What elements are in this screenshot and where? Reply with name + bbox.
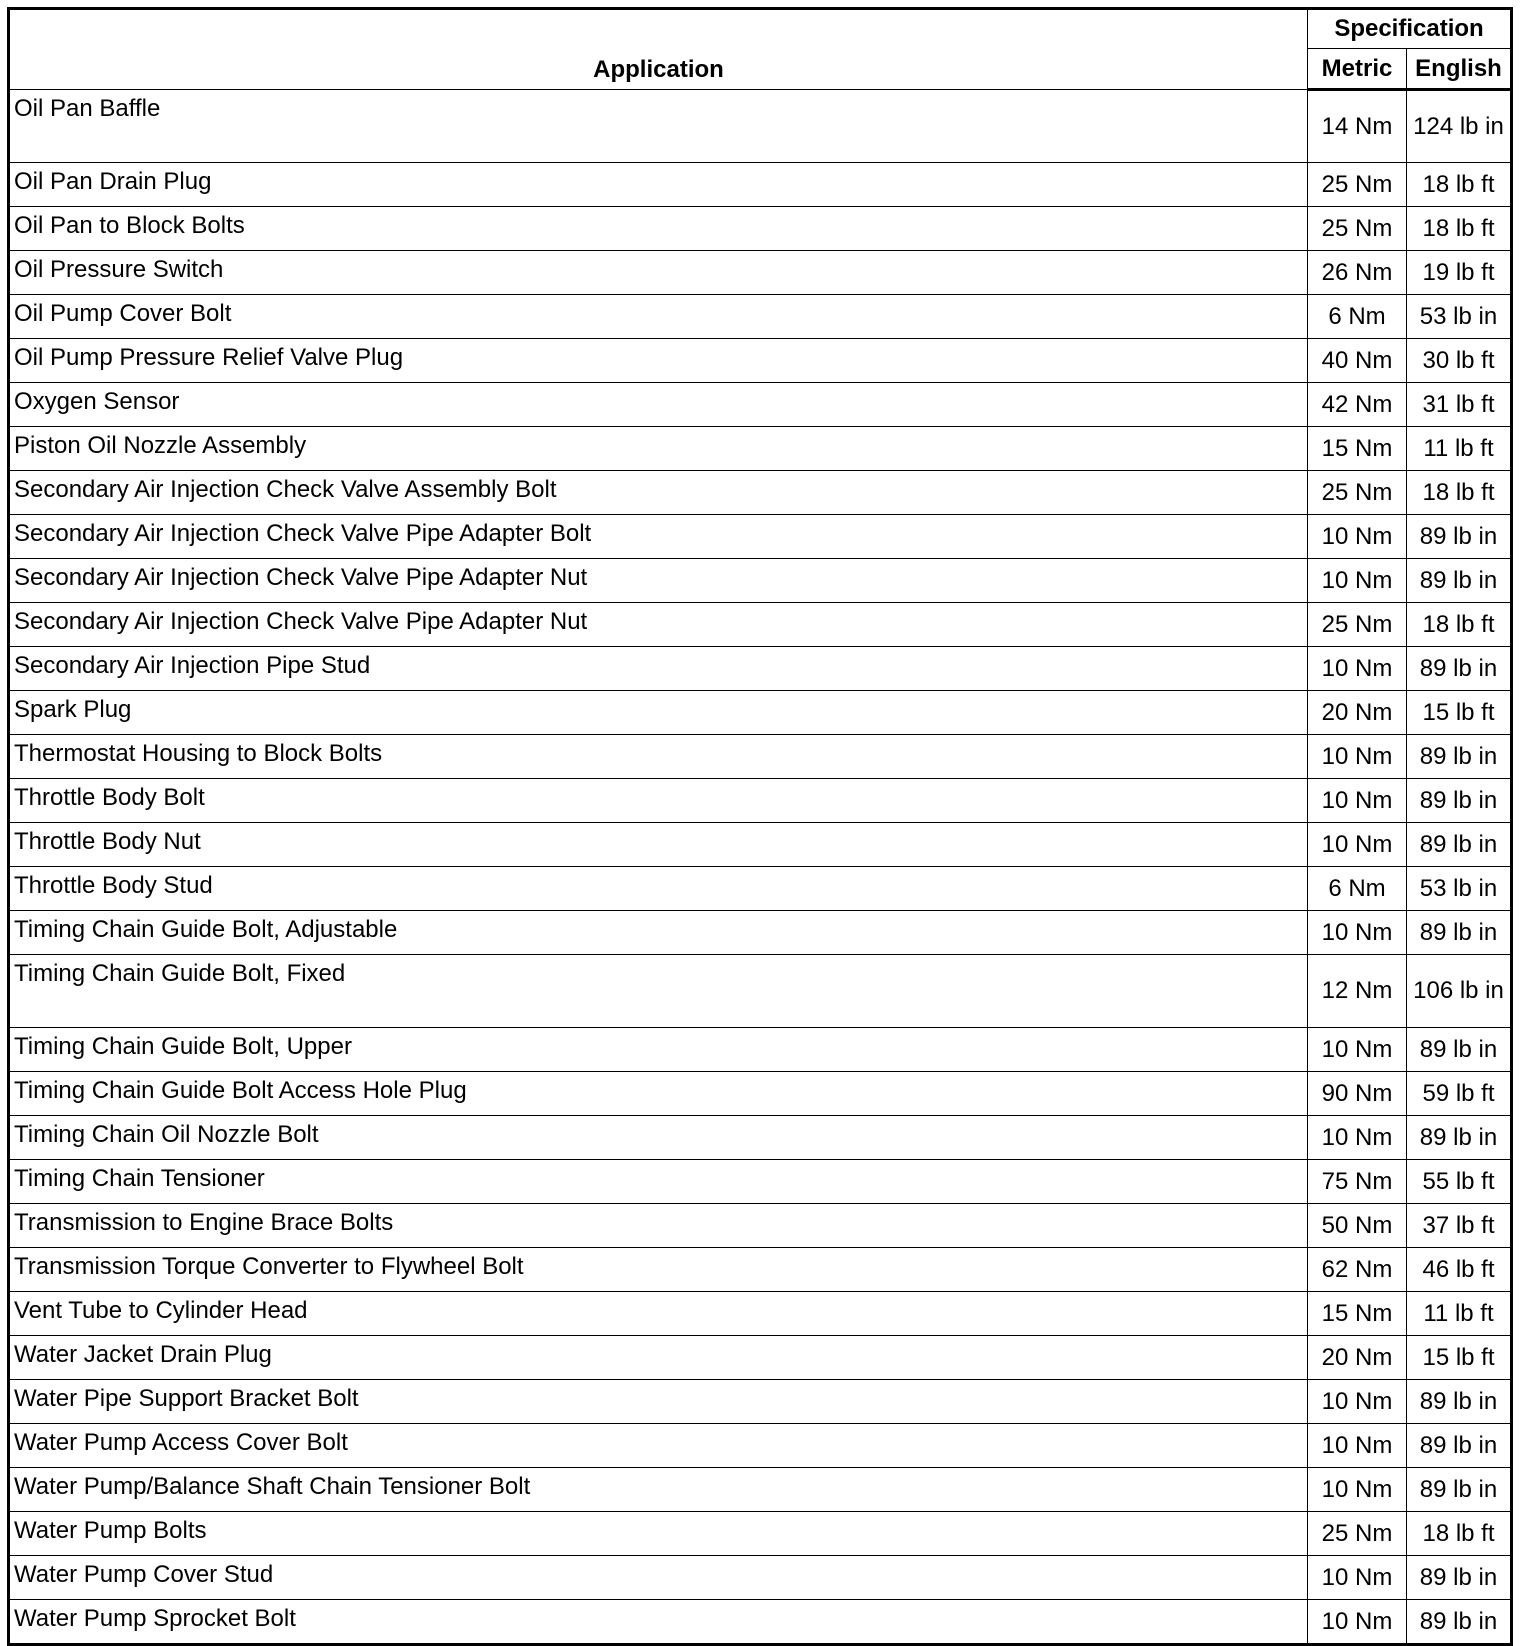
torque-spec-table [7, 7, 1513, 1646]
english-cell: 89 lb in [1407, 779, 1512, 823]
table-row [9, 603, 1512, 647]
table-row [9, 911, 1512, 955]
english-cell: 59 lb ft [1407, 1072, 1512, 1116]
metric-cell: 10 Nm [1308, 1600, 1407, 1645]
application-cell: Timing Chain Guide Bolt, Adjustable [9, 911, 1308, 955]
application-cell: Secondary Air Injection Check Valve Pipe Adapter Bolt [9, 515, 1308, 559]
english-cell: 89 lb in [1407, 1116, 1512, 1160]
metric-cell: 6 Nm [1308, 867, 1407, 911]
metric-cell: 75 Nm [1308, 1160, 1407, 1204]
english-cell: 18 lb ft [1407, 1512, 1512, 1556]
english-cell: 89 lb in [1407, 559, 1512, 603]
english-cell: 89 lb in [1407, 1556, 1512, 1600]
table-row [9, 1028, 1512, 1072]
metric-cell: 40 Nm [1308, 339, 1407, 383]
application-cell: Timing Chain Oil Nozzle Bolt [9, 1116, 1308, 1160]
application-cell: Timing Chain Guide Bolt, Fixed [9, 955, 1308, 1028]
table-row [9, 383, 1512, 427]
application-cell: Oil Pressure Switch [9, 251, 1308, 295]
table-body [9, 90, 1512, 1645]
english-cell: 53 lb in [1407, 295, 1512, 339]
metric-cell: 10 Nm [1308, 735, 1407, 779]
table-row [9, 1512, 1512, 1556]
table-row [9, 471, 1512, 515]
table-row [9, 691, 1512, 735]
table-row [9, 515, 1512, 559]
english-cell: 15 lb ft [1407, 1336, 1512, 1380]
application-cell: Spark Plug [9, 691, 1308, 735]
metric-cell: 25 Nm [1308, 1512, 1407, 1556]
application-cell: Oil Pump Pressure Relief Valve Plug [9, 339, 1308, 383]
table-row [9, 1248, 1512, 1292]
application-cell: Oxygen Sensor [9, 383, 1308, 427]
application-cell: Timing Chain Guide Bolt Access Hole Plug [9, 1072, 1308, 1116]
english-cell: 18 lb ft [1407, 163, 1512, 207]
table-row [9, 647, 1512, 691]
english-cell: 89 lb in [1407, 1424, 1512, 1468]
table-row [9, 251, 1512, 295]
metric-cell: 10 Nm [1308, 1028, 1407, 1072]
application-cell: Oil Pan Drain Plug [9, 163, 1308, 207]
table-row [9, 90, 1512, 163]
application-cell: Water Pump Bolts [9, 1512, 1308, 1556]
table-row [9, 339, 1512, 383]
application-cell: Water Pump Access Cover Bolt [9, 1424, 1308, 1468]
metric-cell: 42 Nm [1308, 383, 1407, 427]
metric-cell: 10 Nm [1308, 1424, 1407, 1468]
metric-cell: 15 Nm [1308, 1292, 1407, 1336]
english-cell: 53 lb in [1407, 867, 1512, 911]
application-cell: Secondary Air Injection Check Valve Pipe Adapter Nut [9, 559, 1308, 603]
application-cell: Secondary Air Injection Check Valve Assembly Bolt [9, 471, 1308, 515]
table-row [9, 867, 1512, 911]
table-row [9, 295, 1512, 339]
english-cell: 89 lb in [1407, 647, 1512, 691]
table-row [9, 779, 1512, 823]
metric-cell: 6 Nm [1308, 295, 1407, 339]
application-cell: Throttle Body Bolt [9, 779, 1308, 823]
table-row [9, 823, 1512, 867]
english-cell: 55 lb ft [1407, 1160, 1512, 1204]
english-cell: 106 lb in [1407, 955, 1512, 1028]
application-cell: Water Pump Cover Stud [9, 1556, 1308, 1600]
metric-cell: 25 Nm [1308, 207, 1407, 251]
metric-cell: 10 Nm [1308, 823, 1407, 867]
metric-cell: 10 Nm [1308, 1556, 1407, 1600]
table-row [9, 955, 1512, 1028]
specification-column-header: Specification [1308, 9, 1512, 49]
metric-cell: 25 Nm [1308, 163, 1407, 207]
metric-cell: 62 Nm [1308, 1248, 1407, 1292]
metric-cell: 10 Nm [1308, 515, 1407, 559]
table-header [9, 9, 1512, 90]
table-row [9, 1204, 1512, 1248]
english-cell: 89 lb in [1407, 1600, 1512, 1645]
table-row [9, 1292, 1512, 1336]
english-cell: 37 lb ft [1407, 1204, 1512, 1248]
table-row [9, 559, 1512, 603]
english-cell: 31 lb ft [1407, 383, 1512, 427]
metric-column-header: Metric [1308, 49, 1407, 90]
metric-cell: 20 Nm [1308, 691, 1407, 735]
application-cell: Water Pump/Balance Shaft Chain Tensioner Bolt [9, 1468, 1308, 1512]
application-cell: Secondary Air Injection Pipe Stud [9, 647, 1308, 691]
english-cell: 15 lb ft [1407, 691, 1512, 735]
english-cell: 89 lb in [1407, 1380, 1512, 1424]
english-cell: 18 lb ft [1407, 207, 1512, 251]
application-cell: Oil Pan to Block Bolts [9, 207, 1308, 251]
application-cell: Throttle Body Stud [9, 867, 1308, 911]
table-row [9, 207, 1512, 251]
application-column-header: Application [9, 9, 1308, 90]
metric-cell: 25 Nm [1308, 471, 1407, 515]
english-cell: 46 lb ft [1407, 1248, 1512, 1292]
metric-cell: 10 Nm [1308, 911, 1407, 955]
table-row [9, 1336, 1512, 1380]
table-row [9, 1072, 1512, 1116]
english-cell: 30 lb ft [1407, 339, 1512, 383]
english-cell: 18 lb ft [1407, 471, 1512, 515]
application-cell: Oil Pan Baffle [9, 90, 1308, 163]
metric-cell: 50 Nm [1308, 1204, 1407, 1248]
metric-cell: 10 Nm [1308, 779, 1407, 823]
table-row [9, 1380, 1512, 1424]
english-cell: 11 lb ft [1407, 1292, 1512, 1336]
metric-cell: 10 Nm [1308, 1380, 1407, 1424]
table-row [9, 1116, 1512, 1160]
english-column-header: English [1407, 49, 1512, 90]
metric-cell: 10 Nm [1308, 647, 1407, 691]
metric-cell: 10 Nm [1308, 1116, 1407, 1160]
english-cell: 124 lb in [1407, 90, 1512, 163]
application-cell: Throttle Body Nut [9, 823, 1308, 867]
application-cell: Secondary Air Injection Check Valve Pipe Adapter Nut [9, 603, 1308, 647]
application-cell: Thermostat Housing to Block Bolts [9, 735, 1308, 779]
table-row [9, 1424, 1512, 1468]
english-cell: 89 lb in [1407, 1028, 1512, 1072]
metric-cell: 15 Nm [1308, 427, 1407, 471]
metric-cell: 10 Nm [1308, 559, 1407, 603]
metric-cell: 10 Nm [1308, 1468, 1407, 1512]
english-cell: 89 lb in [1407, 823, 1512, 867]
application-cell: Water Pump Sprocket Bolt [9, 1600, 1308, 1645]
english-cell: 19 lb ft [1407, 251, 1512, 295]
english-cell: 11 lb ft [1407, 427, 1512, 471]
metric-cell: 20 Nm [1308, 1336, 1407, 1380]
table-row [9, 735, 1512, 779]
table-row [9, 1160, 1512, 1204]
metric-cell: 14 Nm [1308, 90, 1407, 163]
application-cell: Water Jacket Drain Plug [9, 1336, 1308, 1380]
table-row [9, 1600, 1512, 1645]
metric-cell: 26 Nm [1308, 251, 1407, 295]
application-cell: Piston Oil Nozzle Assembly [9, 427, 1308, 471]
metric-cell: 25 Nm [1308, 603, 1407, 647]
application-cell: Transmission Torque Converter to Flywheel Bolt [9, 1248, 1308, 1292]
table-row [9, 1556, 1512, 1600]
english-cell: 18 lb ft [1407, 603, 1512, 647]
english-cell: 89 lb in [1407, 735, 1512, 779]
metric-cell: 90 Nm [1308, 1072, 1407, 1116]
english-cell: 89 lb in [1407, 1468, 1512, 1512]
application-cell: Water Pipe Support Bracket Bolt [9, 1380, 1308, 1424]
application-cell: Transmission to Engine Brace Bolts [9, 1204, 1308, 1248]
application-cell: Timing Chain Guide Bolt, Upper [9, 1028, 1308, 1072]
english-cell: 89 lb in [1407, 911, 1512, 955]
application-cell: Oil Pump Cover Bolt [9, 295, 1308, 339]
table-row [9, 1468, 1512, 1512]
table-row [9, 163, 1512, 207]
english-cell: 89 lb in [1407, 515, 1512, 559]
application-cell: Timing Chain Tensioner [9, 1160, 1308, 1204]
metric-cell: 12 Nm [1308, 955, 1407, 1028]
application-cell: Vent Tube to Cylinder Head [9, 1292, 1308, 1336]
table-row [9, 427, 1512, 471]
